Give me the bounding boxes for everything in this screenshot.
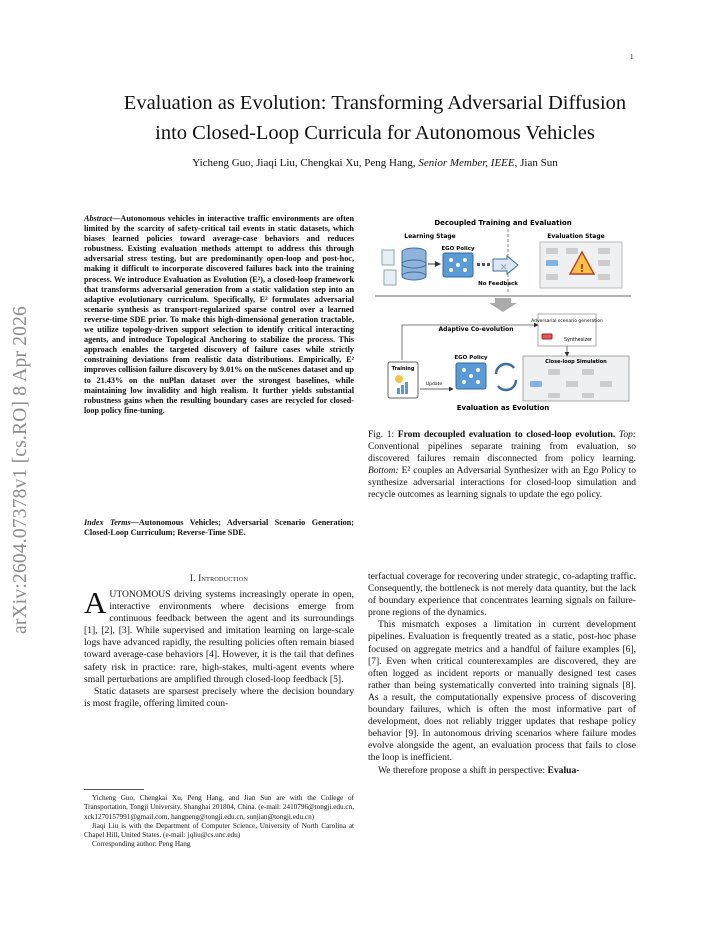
footnote-affiliation-unc: Jiaqi Liu is with the Department of Computer Science, University of North Carolina at Chapel Hill, United States. (e-mail: jqliu@cs.unc.edu) [84, 821, 354, 840]
intro-paragraph-1: AUTONOMOUS driving systems increasingly operate in open, interactive environments where decisions emerge from continuous feedback between the agent and its surroundings [1], [2], [3]. While supervised and imitation learning on large-scale logs have advanced rapidly, the resulting policies often remain biased toward average-case behaviors [4]. However, it is the tail that defines safety risk in practice: rare, high-stakes, multi-agent events where small perturbations are amplified through closed-loop feedback [5]. [84, 585, 354, 685]
footnote-rule [84, 789, 144, 790]
footnotes [84, 794, 354, 850]
fig-ego-policy-top: EGO Policy [441, 246, 475, 252]
fig-bottom-title: Evaluation as Evolution [456, 404, 550, 412]
fig-training: Training [391, 366, 415, 372]
dotted-link-icon [477, 263, 490, 266]
right-paragraph-1: terfactual coverage for recovering under strategic, co-adapting traffic. Consequently, the bottleneck is not merely data quantity, but the lack of boundary experience that concentrates learning signals on failure-prone regions of the dynamics. [368, 571, 636, 619]
down-arrow-icon [489, 298, 517, 312]
abstract: Abstract—Autonomous vehicles in interactive traffic environments are often limited by the scarcity of safety-critical tail events in static datasets, which biases learned policies toward average-case behaviors and reduces robustness. Existing evaluation methods attempt to address this through adversarial stress testing, but are predominantly open-loop and post-hoc, making it difficult to incorporate discovered failures back into the training process. We introduce Evaluation as Evolution (E²), a closed-loop framework that transforms adversarial generation from a static validation step into an adaptive evolutionary curriculum. Specifically, E² formulates adversarial scenario synthesis as transport-regularized sparse control over a learned reverse-time SDE prior. To make this high-dimensional generation tractable, we utilize topology-driven support selection to identify critical interacting agents, and introduce Topological Anchoring to stabilize the process. This approach enables the targeted discovery of failure cases while strictly constraining deviations from realistic data distributions. Empirically, E² improves collision failure discovery by 9.01% on the nuScenes dataset and up to 21.43% on the nuPlan dataset over the strongest baselines, while maintaining low invalidity and high realism. It further yields substantial robustness gains when the resulting boundary cases are recycled for closed-loop policy fine-tuning. [84, 214, 354, 415]
figure-1 [370, 214, 636, 414]
footnote-corresponding: Corresponding author: Peng Hang [92, 840, 191, 849]
fig-synthesizer: Synthesizer [563, 338, 593, 343]
closed-loop-simulation-box [523, 356, 629, 401]
author-list: Yicheng Guo, Jiaqi Liu, Chengkai Xu, Peng Hang, Senior Member, IEEE, Jian Sun [192, 157, 558, 169]
fig-learning-stage: Learning Stage [404, 233, 456, 240]
section-heading: I. Introduction [189, 573, 249, 583]
right-paragraph-3: We therefore propose a shift in perspective: Evalua- [378, 764, 580, 776]
fig-ego-policy-bottom: EGO Policy [454, 355, 488, 361]
adversarial-car-icon [542, 334, 552, 339]
drop-cap: A [84, 585, 107, 620]
intro-right-text [368, 571, 636, 777]
paper-title [85, 88, 665, 148]
title-line-2: into Closed-Loop Curricula for Autonomous Vehicles [155, 122, 595, 144]
arxiv-stamp: arXiv:2604.07378v1 [cs.RO] 8 Apr 2026 [10, 305, 31, 635]
fig-adv-gen: Adversarial scenario generation [531, 319, 603, 324]
database-icon [402, 248, 426, 280]
fig-top-title: Decoupled Training and Evaluation [434, 219, 572, 227]
index-terms: Index Terms—Autonomous Vehicles; Adversarial Scenario Generation; Closed-Loop Curriculum; Reverse-Time SDE. [84, 518, 354, 538]
page-number: 1 [630, 53, 634, 61]
fig-adaptive-coevolution: Adaptive Co-evolution [438, 326, 514, 333]
figure-caption: Fig. 1: From decoupled evaluation to closed-loop evolution. Top: Conventional pipelines separate training from evaluation, so discovered failures remain disconnected from policy learning. Bottom: E² couples an Adversarial Synthesizer with an Ego Policy to synthesize adversarial interactions for closed-loop simulation and recycle outcomes as learning signals to update the ego policy. [368, 430, 637, 501]
fig-closed-loop-sim: Close-loop Simulation [545, 359, 607, 365]
neural-network-icon-bottom [456, 363, 486, 389]
fig-no-feedback: No Feedback [478, 281, 518, 287]
training-box [388, 362, 418, 398]
intro-left-text [84, 585, 354, 710]
svg-text:!: ! [579, 262, 585, 275]
right-paragraph-2: This mismatch exposes a limitation in current development pipelines. Evaluation is frequently treated as a static, post-hoc phase focused on aggregate metrics and a handful of failure examples [6], [7]. Even when critical counterexamples are discovered, they are often logged as incident reports or manually designed test cases rather than being systematically converted into training signals [8]. As a result, the computationally expensive process of discovering boundary failures, which is often the most informative part of development, does not reliably trigger updates that reshape policy behavior [9]. In autonomous driving scenarios where failure modes evolve alongside the agent, an evaluation process that fails to close the loop is inefficient. [368, 619, 636, 764]
title-line-1: Evaluation as Evolution: Transforming Adversarial Diffusion [123, 92, 627, 114]
figure-1-diagram [370, 214, 636, 414]
cycle-arrows-icon [496, 364, 516, 390]
document-stack-icon [382, 250, 396, 285]
lightbulb-icon [395, 375, 403, 383]
adversarial-synthesizer-box [531, 314, 603, 346]
intro-paragraph-2: Static datasets are sparsest precisely where the decision boundary is most fragile, offering limited coun- [84, 685, 354, 709]
fig-evaluation-stage: Evaluation Stage [547, 233, 605, 240]
fig-update: Update [425, 382, 443, 387]
cross-icon: ✕ [500, 263, 508, 273]
neural-network-icon [443, 253, 473, 277]
footnote-affiliation-tongji: Yicheng Guo, Chengkai Xu, Peng Hang, and Jian Sun are with the College of Transportation, Tongji University, Shanghai 201804, China. (e-mail: 2410796@tongji.edu.cn, xck1270157991@gmail.com, hangpeng@tongji.edu.cn, sunjian@tongji.edu.cn) [84, 794, 354, 821]
